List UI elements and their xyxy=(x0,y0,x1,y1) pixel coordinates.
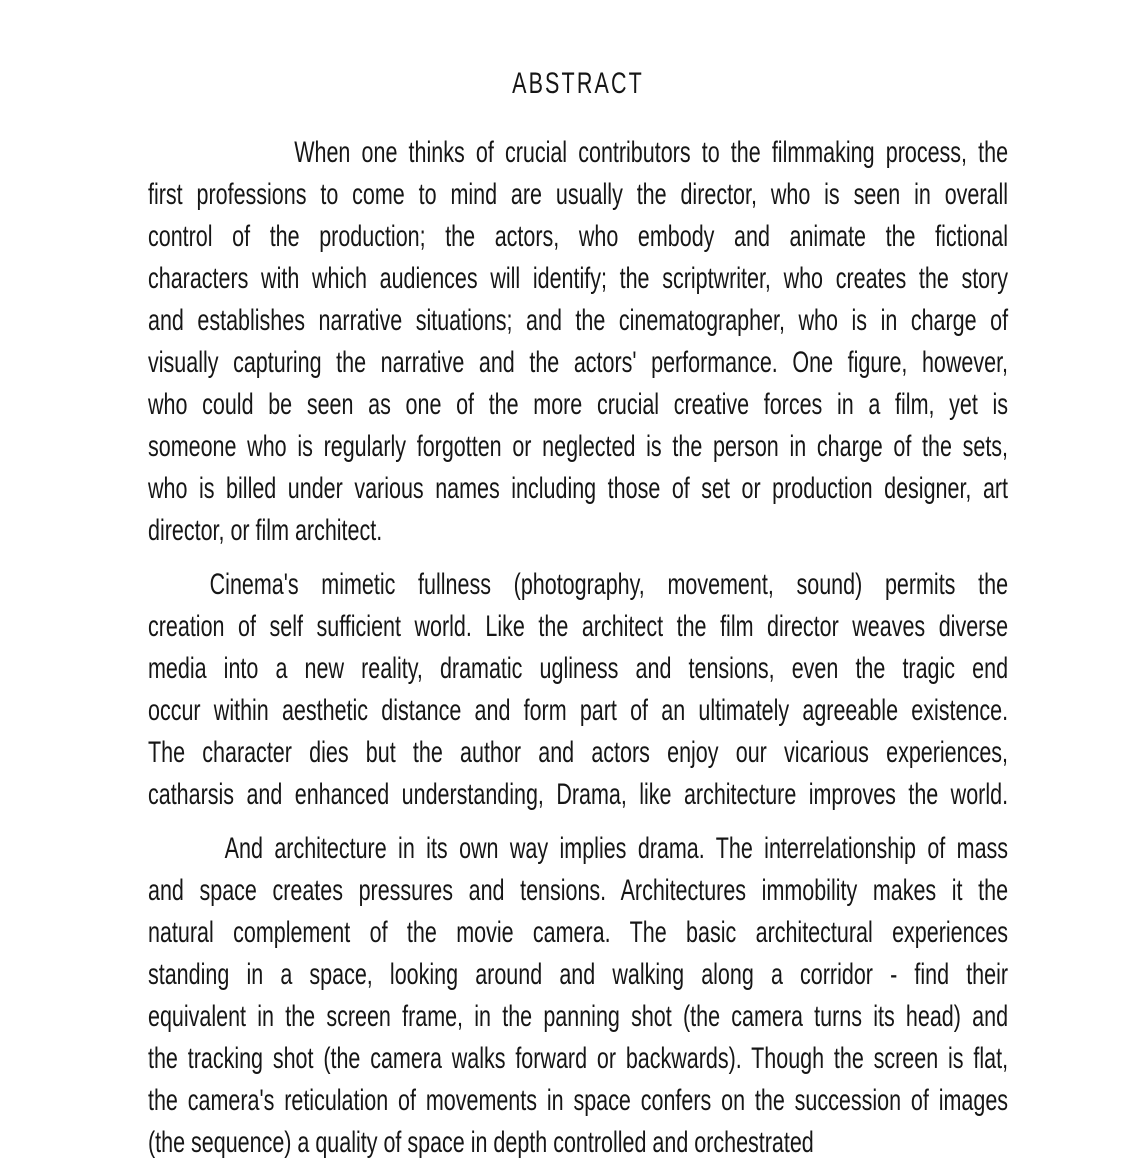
text-line: first professions to come to mind are usually the director, who is seen in overall xyxy=(148,178,1009,211)
text-line: occur within aesthetic distance and form part of an ultimately agreeable existence. xyxy=(148,694,1009,727)
text-line: standing in a space, looking around and walking along a corridor - find their xyxy=(148,958,1009,991)
text-line: equivalent in the screen frame, in the panning shot (the camera turns its head) and xyxy=(148,1000,1009,1033)
text-line: (the sequence) a quality of space in depth controlled and orchestrated xyxy=(148,1126,814,1159)
text-line: director, or film architect. xyxy=(148,514,383,547)
text-line: media into a new reality, dramatic ugliness and tensions, even the tragic end xyxy=(148,652,1009,685)
text-line: And architecture in its own way implies drama. The interrelationship of mass xyxy=(224,832,1009,865)
abstract-paragraphs xyxy=(148,132,1008,1164)
text-line: visually capturing the narrative and the actors' performance. One figure, however, xyxy=(148,346,1009,379)
text-line: and space creates pressures and tensions. Architectures immobility makes it the xyxy=(148,874,1009,907)
page-title: ABSTRACT xyxy=(512,67,644,100)
text-line: Cinema's mimetic fullness (photography, movement, sound) permits the xyxy=(209,568,1009,601)
text-line: catharsis and enhanced understanding, Drama, like architecture improves the world. xyxy=(148,778,1009,811)
paragraph xyxy=(148,564,1008,816)
abstract-content xyxy=(148,63,1008,1164)
paragraph xyxy=(148,132,1008,552)
text-line: and establishes narrative situations; and the cinematographer, who is in charge of xyxy=(148,304,1009,337)
text-line: natural complement of the movie camera. The basic architectural experiences xyxy=(148,916,1009,949)
text-line: who could be seen as one of the more crucial creative forces in a film, yet is xyxy=(148,388,1009,421)
text-line: someone who is regularly forgotten or neglected is the person in charge of the sets, xyxy=(148,430,1009,463)
text-line: When one thinks of crucial contributors to the filmmaking process, the xyxy=(294,136,1009,169)
text-line: control of the production; the actors, who embody and animate the fictional xyxy=(148,220,1009,253)
paragraph xyxy=(148,828,1008,1164)
text-line: characters with which audiences will identify; the scriptwriter, who creates the story xyxy=(148,262,1009,295)
text-line: creation of self sufficient world. Like the architect the film director weaves diverse xyxy=(148,610,1009,643)
text-line: the tracking shot (the camera walks forward or backwards). Though the screen is flat, xyxy=(148,1042,1009,1075)
text-line: who is billed under various names including those of set or production designer, art xyxy=(148,472,1009,505)
text-line: The character dies but the author and actors enjoy our vicarious experiences, xyxy=(148,736,1009,769)
text-line: the camera's reticulation of movements in space confers on the succession of images xyxy=(148,1084,1009,1117)
